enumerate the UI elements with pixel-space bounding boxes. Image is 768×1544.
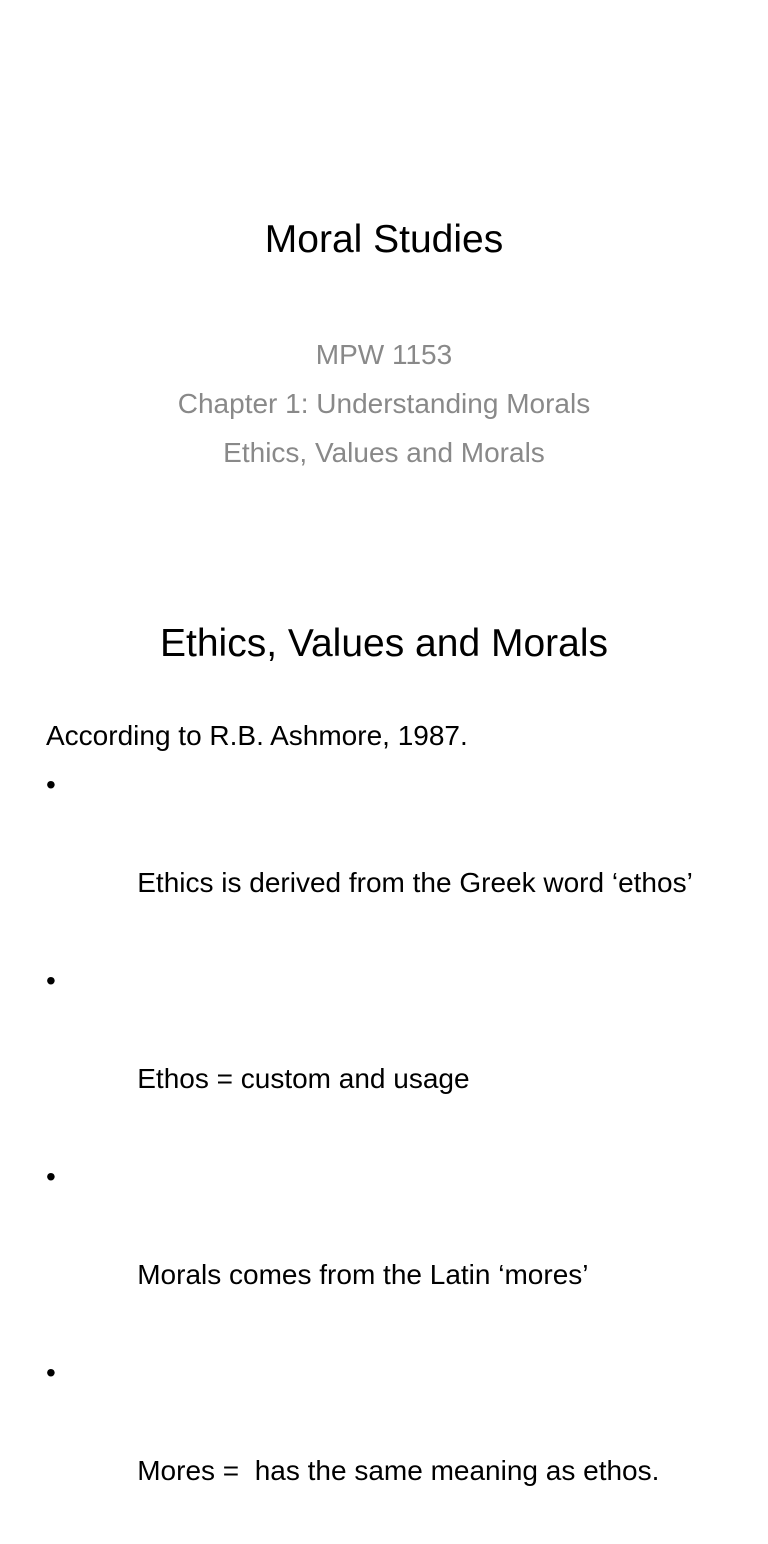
bullet-icon: • [46, 965, 56, 996]
bullet-list [46, 760, 746, 1544]
bullet-text: Morals comes from the Latin ‘mores’ [137, 1259, 589, 1290]
list-item [46, 760, 746, 956]
content-slide-title: Ethics, Values and Morals [160, 622, 608, 665]
bullet-icon: • [46, 1161, 56, 1192]
section-title: Ethics, Values and Morals [223, 437, 545, 468]
subtitle-block [0, 330, 768, 477]
list-item [46, 1348, 746, 1544]
content-body [46, 711, 746, 1544]
bullet-text: Ethos = custom and usage [137, 1063, 470, 1094]
source-citation: According to R.B. Ashmore, 1987. [46, 720, 468, 751]
list-item [46, 956, 746, 1152]
list-item [46, 1152, 746, 1348]
slide-title: Moral Studies [264, 218, 504, 261]
title-slide [0, 0, 768, 512]
bullet-icon: • [46, 769, 56, 800]
course-code: MPW 1153 [315, 339, 453, 370]
bullet-text: Mores = has the same meaning as ethos. [137, 1455, 660, 1486]
bullet-text: Ethics is derived from the Greek word ‘ethos’ [137, 867, 693, 898]
chapter-title: Chapter 1: Understanding Morals [177, 388, 591, 419]
content-slide [0, 512, 768, 1486]
bullet-icon: • [46, 1357, 56, 1388]
